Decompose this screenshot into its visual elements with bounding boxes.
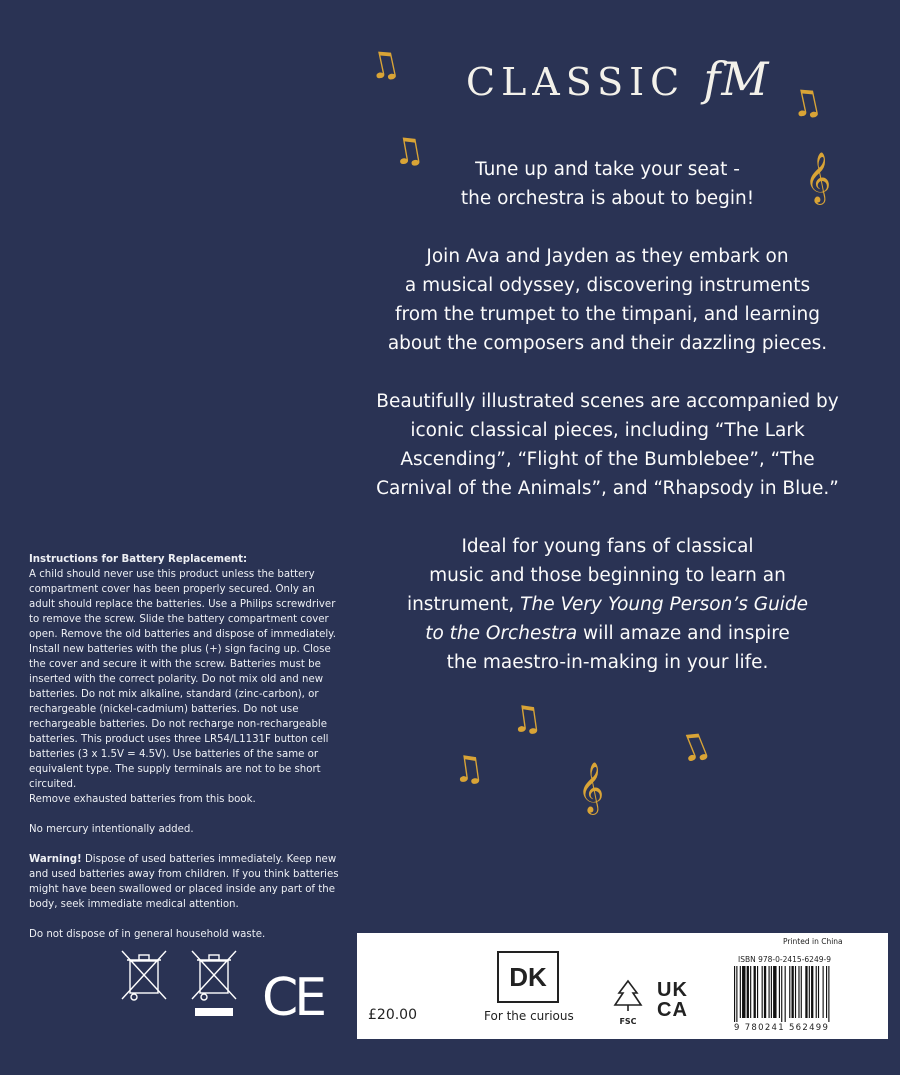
barcode-bar — [805, 966, 807, 1018]
barcode-bar — [740, 966, 741, 1018]
barcode-bar — [785, 966, 786, 1022]
barcode-bar — [826, 966, 827, 1018]
barcode-bar — [792, 966, 794, 1018]
publisher-tagline: For the curious — [484, 1009, 574, 1023]
barcode-bar — [823, 966, 824, 1018]
weee-bin-symbols — [120, 948, 240, 1020]
book-blurb — [370, 152, 845, 706]
barcode-bar — [750, 966, 751, 1018]
music-note-icon: ♫ — [507, 696, 545, 743]
barcode-bar — [734, 966, 735, 1022]
barcode-bar — [764, 966, 766, 1018]
weee-bar — [195, 1008, 233, 1016]
blurb-paragraph-3: Beautifully illustrated scenes are accompanied by iconic classical pieces, including “The Lark Ascending”, “Flight of the Bumblebee”, “The Carnival of the Animals”, and “Rhapsody in Blue.” — [376, 391, 839, 499]
barcode-bar — [736, 966, 737, 1022]
warning-text: Warning! Dispose of used batteries immediately. Keep new and used batteries away from children. If you think batteries might have been swallowed or placed inside any part of the body, seek immediate medical attention. — [29, 854, 339, 910]
ukca-mark: UK CA — [657, 979, 688, 1021]
printed-in: Printed in China — [783, 937, 843, 946]
book-title-cont: to the Orchestra — [425, 623, 578, 644]
music-note-icon: ♫ — [785, 80, 827, 127]
barcode — [732, 966, 880, 1022]
music-note-icon: ♫ — [363, 42, 405, 89]
fsc-label: FSC — [619, 1017, 637, 1026]
barcode-bar — [769, 966, 770, 1018]
barcode-bar — [798, 966, 799, 1018]
fsc-logo — [611, 979, 645, 1026]
barcode-bar — [742, 966, 745, 1018]
price: £20.00 — [368, 1007, 417, 1023]
barcode-bar — [809, 966, 810, 1018]
treble-clef-icon: 𝄞 — [805, 152, 832, 203]
battery-heading: Instructions for Battery Replacement: — [29, 554, 248, 565]
dk-logo: DK — [497, 951, 559, 1003]
battery-remove: Remove exhausted batteries from this book. — [29, 794, 256, 805]
barcode-bar — [795, 966, 796, 1018]
mercury-note: No mercury intentionally added. — [29, 824, 194, 835]
barcode-bar — [754, 966, 756, 1018]
music-note-icon: ♫ — [671, 722, 717, 773]
music-note-icon: ♫ — [388, 128, 428, 175]
fsc-tree-icon — [611, 979, 645, 1021]
barcode-bar — [801, 966, 802, 1018]
barcode-number: 9 780241 562499 — [734, 1023, 830, 1033]
blurb-paragraph-1: Tune up and take your seat - the orchestra is about to begin! — [460, 159, 755, 209]
barcode-bar — [818, 966, 819, 1018]
waste-note: Do not dispose of in general household waste. — [29, 929, 266, 940]
ce-mark: CE — [262, 968, 324, 1028]
barcode-bar — [773, 966, 776, 1018]
barcode-bar — [779, 966, 780, 1018]
barcode-bar — [757, 966, 758, 1018]
isbn: ISBN 978-0-2415-6249-9 — [738, 955, 831, 964]
barcode-bar — [828, 966, 829, 1022]
blurb-paragraph-2: Join Ava and Jayden as they embark on a musical odyssey, discovering instruments from the trumpet to the timpani, and learning about the composers and their dazzling pieces. — [387, 246, 828, 354]
crossed-bin-underline-icon — [192, 951, 236, 1000]
barcode-panel — [357, 933, 888, 1039]
barcode-bar — [747, 966, 749, 1018]
barcode-bar — [789, 966, 790, 1018]
barcode-bar — [771, 966, 772, 1018]
book-title: The Very Young Person’s Guide — [520, 594, 809, 615]
treble-clef-icon: 𝄞 — [578, 762, 605, 813]
blurb-paragraph-4: Ideal for young fans of classical music and those beginning to learn an instrument, The Very Young Person’s Guide to the Orchestra will amaze and inspire the maestro-in-making in your life. — [406, 536, 809, 673]
logo-classic-text: CLASSIC — [466, 60, 686, 104]
barcode-bar — [781, 966, 782, 1022]
battery-instructions — [29, 552, 339, 957]
logo-fm-text: fM — [703, 52, 770, 106]
classic-fm-logo — [466, 52, 769, 106]
music-note-icon: ♫ — [449, 746, 487, 793]
battery-body: A child should never use this product unless the battery compartment cover has been properly secured. Only an adult should replace the batteries. Use a Philips screwdriver to remove the screw. Slide the battery compartment cover open. Remove the old batteries and dispose of immediately. Install new batteries with the plus (+) sign facing up. Close the cover and secure it with the screw. Batteries must be inserted with the correct polarity. Do not mix old and new batteries. Do not mix alkaline, standard (zinc-carbon), or rechargeable (nickel-cadmium) batteries. Do not use rechargeable batteries. Do not recharge non-rechargeable batteries. This product uses three LR54/L1131F button cell batteries (3 x 1.5V = 4.5V). Use batteries of the same or equivalent type. The supply terminals are not to be short circuited. — [29, 569, 336, 790]
barcode-bar — [816, 966, 817, 1018]
barcode-bar — [811, 966, 813, 1018]
barcode-bar — [762, 966, 763, 1018]
crossed-bin-icon — [122, 951, 166, 1000]
